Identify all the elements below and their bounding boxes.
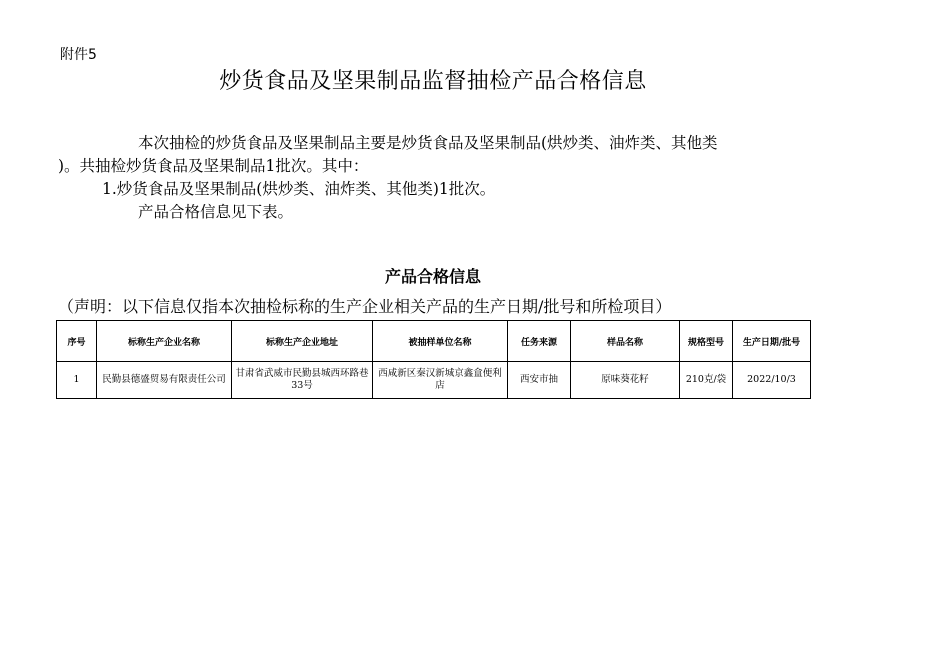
table-row bbox=[57, 362, 811, 399]
page-title: 炒货食品及坚果制品监督抽检产品合格信息 bbox=[219, 69, 647, 94]
intro-line-3: 1.炒货食品及坚果制品(烘炒类、油炸类、其他类)1批次。 bbox=[102, 180, 496, 198]
header-index: 序号 bbox=[57, 321, 97, 362]
table-header-row bbox=[57, 321, 811, 362]
cell-sampled-unit: 西咸新区秦汉新城京鑫盒便利店 bbox=[373, 362, 508, 399]
header-sampled-unit: 被抽样单位名称 bbox=[373, 321, 508, 362]
cell-sample-name: 原味葵花籽 bbox=[571, 362, 680, 399]
intro-paragraph bbox=[58, 132, 818, 224]
cell-manufacturer-name: 民勤县德盛贸易有限责任公司 bbox=[97, 362, 232, 399]
header-manufacturer-address: 标称生产企业地址 bbox=[232, 321, 373, 362]
intro-line-2: )。共抽检炒货食品及坚果制品1批次。其中： bbox=[58, 157, 369, 175]
cell-specification: 210克/袋 bbox=[680, 362, 733, 399]
header-sample-name: 样品名称 bbox=[571, 321, 680, 362]
cell-production-date: 2022/10/3 bbox=[733, 362, 811, 399]
qualified-products-table bbox=[56, 320, 811, 399]
cell-manufacturer-address: 甘肃省武威市民勤县城西环路巷33号 bbox=[232, 362, 373, 399]
header-specification: 规格型号 bbox=[680, 321, 733, 362]
attachment-label: 附件5 bbox=[60, 47, 97, 63]
header-manufacturer-name: 标称生产企业名称 bbox=[97, 321, 232, 362]
header-production-date: 生产日期/批号 bbox=[733, 321, 811, 362]
intro-line-1: 本次抽检的炒货食品及坚果制品主要是炒货食品及坚果制品(烘炒类、油炸类、其他类 bbox=[138, 134, 718, 152]
disclaimer-statement: （声明：以下信息仅指本次抽检标称的生产企业相关产品的生产日期/批号和所检项目） bbox=[58, 297, 672, 316]
header-task-source: 任务来源 bbox=[508, 321, 571, 362]
cell-task-source: 西安市抽 bbox=[508, 362, 571, 399]
table-title: 产品合格信息 bbox=[384, 267, 481, 286]
intro-line-4: 产品合格信息见下表。 bbox=[138, 203, 294, 221]
cell-index: 1 bbox=[57, 362, 97, 399]
